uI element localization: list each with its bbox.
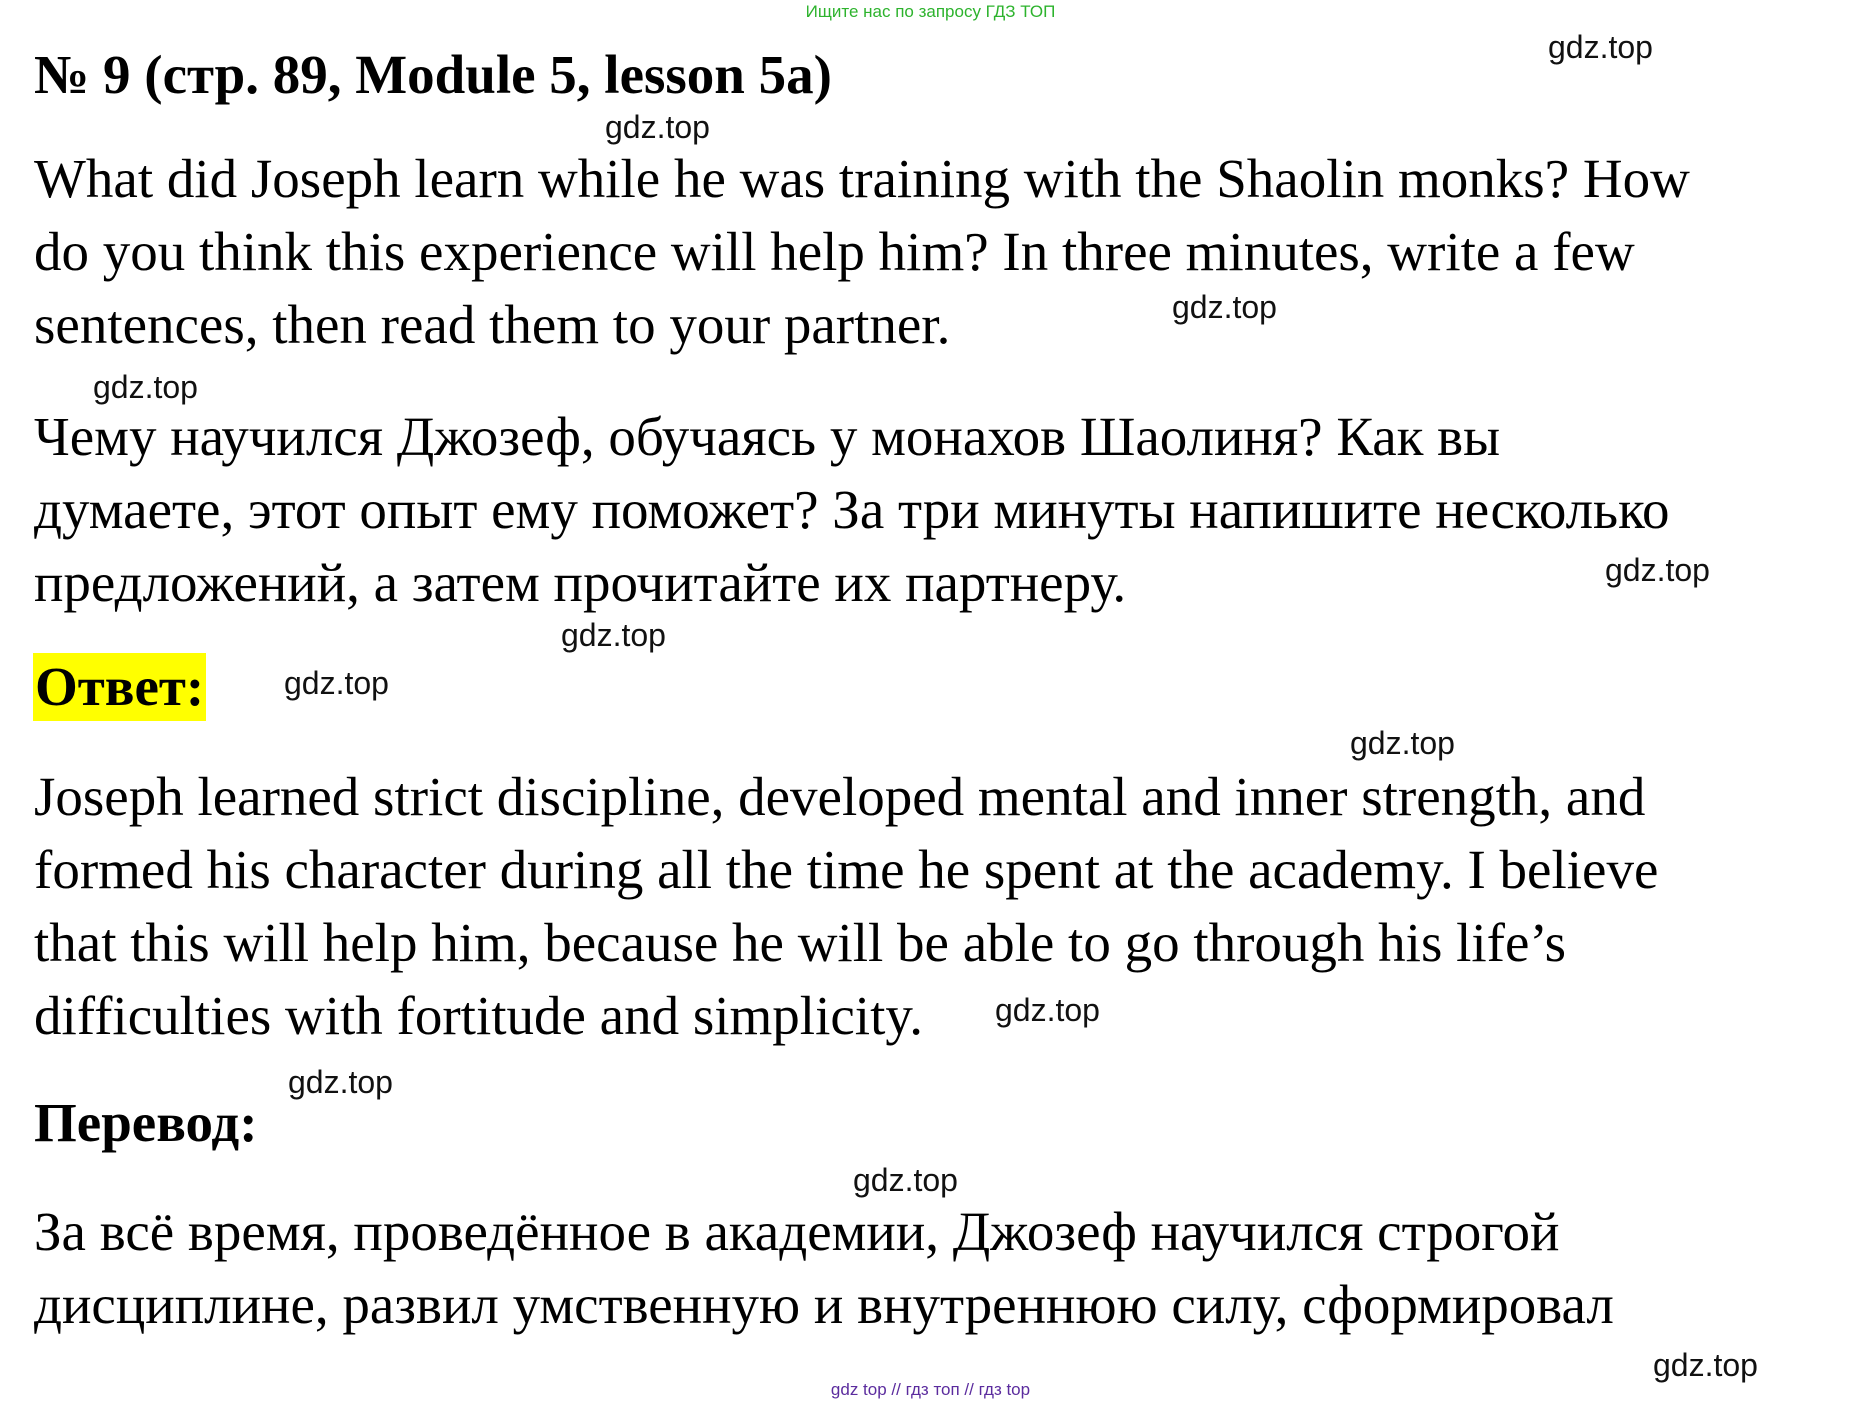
answer-text-english: [34, 760, 1658, 1052]
task-en-line: sentences, then read them to your partner.: [34, 294, 951, 355]
watermark: gdz.top: [1172, 289, 1277, 325]
watermark: gdz.top: [995, 992, 1100, 1028]
translation-ru-line: дисциплине, развил умственную и внутреннюю силу, сформировал: [34, 1274, 1614, 1335]
translation-ru-line: За всё время, проведённое в академии, Джозеф научился строгой: [34, 1201, 1560, 1262]
watermark: gdz.top: [1653, 1347, 1758, 1383]
task-ru-line: предложений, а затем прочитайте их партнеру.: [34, 552, 1127, 613]
watermark: gdz.top: [288, 1064, 393, 1100]
footer-links: gdz top // гдз топ // гдз top: [830, 1380, 1031, 1399]
watermark: gdz.top: [1350, 725, 1455, 761]
answer-en-line: difficulties with fortitude and simplicity.: [34, 985, 924, 1046]
answer-label: Ответ:: [33, 653, 206, 721]
watermark: gdz.top: [1605, 552, 1710, 588]
task-ru-line: думаете, этот опыт ему поможет? За три минуты напишите несколько: [34, 479, 1670, 540]
translation-label: Перевод:: [34, 1092, 258, 1153]
watermark: gdz.top: [605, 109, 710, 145]
watermark: gdz.top: [284, 665, 389, 701]
task-text-english: [34, 142, 1690, 361]
answer-en-line: that this will help him, because he will be able to go through his life’s: [34, 912, 1567, 973]
watermark: gdz.top: [93, 369, 198, 405]
translation-text-russian: [34, 1195, 1614, 1341]
exercise-heading: № 9 (стр. 89, Module 5, lesson 5a): [34, 44, 832, 105]
task-en-line: do you think this experience will help him? In three minutes, write a few: [34, 221, 1635, 282]
watermark: gdz.top: [853, 1162, 958, 1198]
answer-en-line: Joseph learned strict discipline, developed mental and inner strength, and: [34, 766, 1646, 827]
answer-en-line: formed his character during all the time he spent at the academy. I believe: [34, 839, 1659, 900]
watermark: gdz.top: [1548, 29, 1653, 65]
watermark: gdz.top: [561, 617, 666, 653]
task-en-line: What did Joseph learn while he was training with the Shaolin monks? How: [34, 148, 1690, 209]
task-text-russian: [34, 400, 1670, 619]
top-banner: Ищите нас по запросу ГДЗ ТОП: [805, 2, 1056, 21]
task-ru-line: Чему научился Джозеф, обучаясь у монахов Шаолиня? Как вы: [34, 406, 1501, 467]
